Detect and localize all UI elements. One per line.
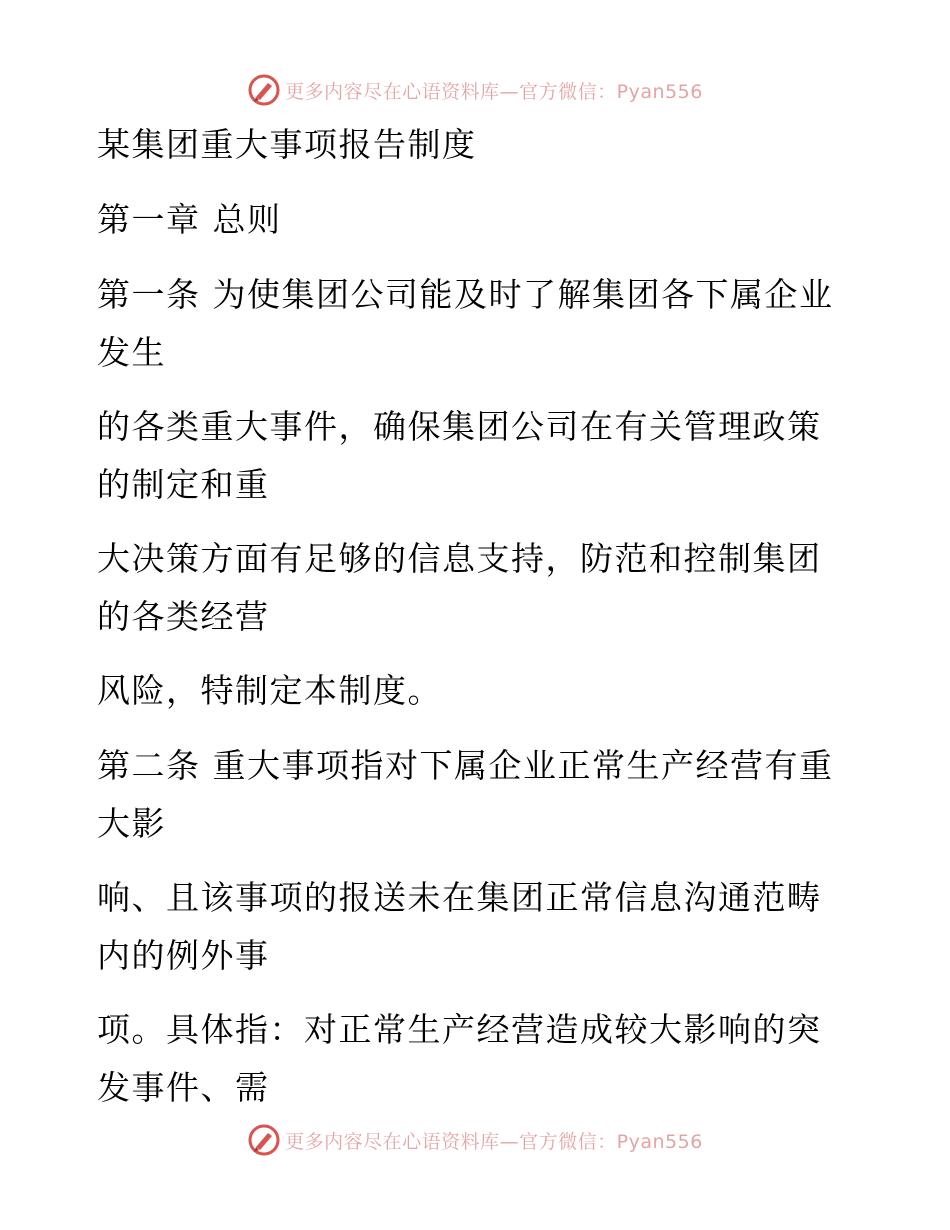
watermark-text: 更多内容尽在心语资料库—官方微信：Pyan556 [285, 1130, 703, 1153]
text-line: 项。具体指：对正常生产经营造成较大影响的突 [97, 1010, 822, 1049]
text-line: 发事件、需 [97, 1068, 270, 1107]
pen-logo-icon [247, 1123, 281, 1157]
footer-watermark [0, 1120, 950, 1160]
document-title: 某集团重大事项报告制度 [97, 125, 477, 164]
text-line: 响、且该事项的报送未在集团正常信息沟通范畴 [97, 878, 822, 917]
text-line: 风险，特制定本制度。 [97, 671, 442, 710]
watermark-text: 更多内容尽在心语资料库—官方微信：Pyan556 [285, 80, 703, 103]
text-line: 内的例外事 [97, 936, 270, 975]
pen-logo-icon [247, 73, 281, 107]
text-line: 的制定和重 [97, 465, 270, 504]
text-line: 第一条 为使集团公司能及时了解集团各下属企业 [97, 275, 834, 314]
text-line: 大决策方面有足够的信息支持，防范和控制集团 [97, 539, 822, 578]
text-line: 第二条 重大事项指对下属企业正常生产经营有重 [97, 746, 834, 785]
chapter-heading: 第一章 总则 [97, 200, 282, 239]
text-line: 的各类经营 [97, 597, 270, 636]
text-line: 发生 [97, 333, 166, 372]
header-watermark [0, 70, 950, 110]
text-line: 的各类重大事件，确保集团公司在有关管理政策 [97, 407, 822, 446]
text-line: 大影 [97, 804, 166, 843]
